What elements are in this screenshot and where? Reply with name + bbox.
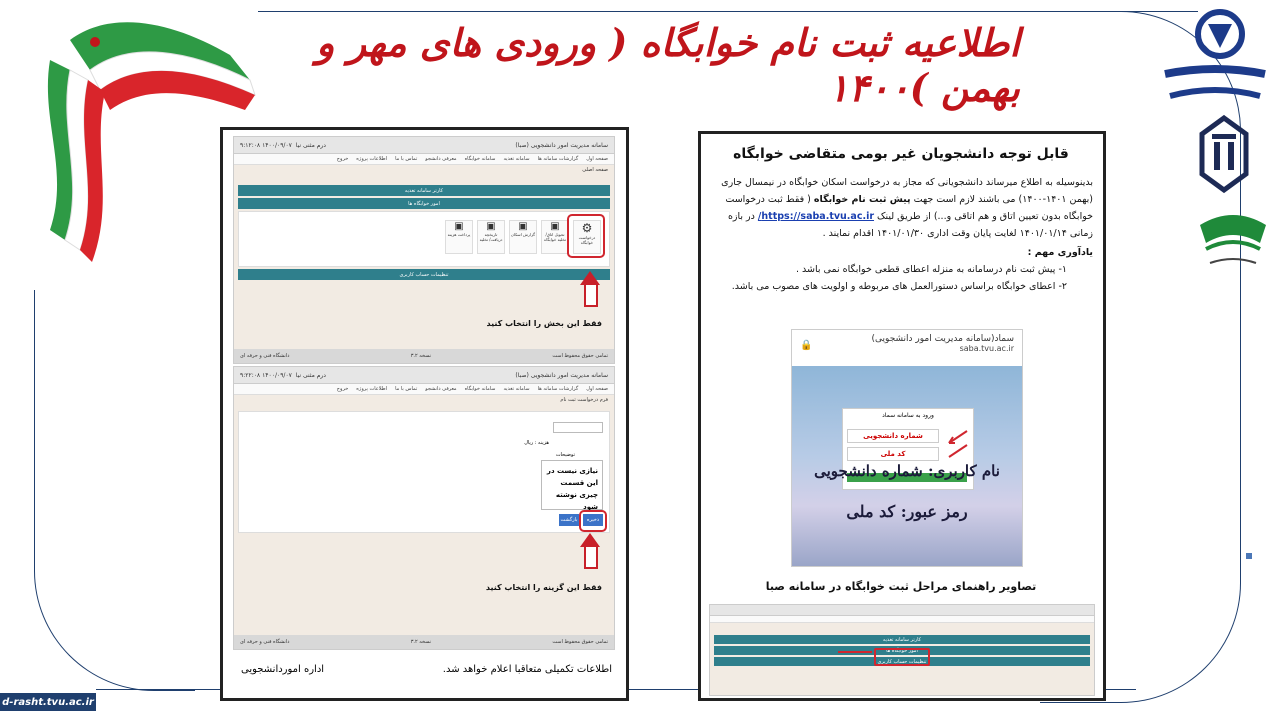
lock-icon: 🔒 — [800, 340, 813, 351]
instruction-note: فقط این بخش را انتخاب کنید — [486, 319, 602, 328]
datetime: ۱۴۰۰/۰۹/۰۷ ۹:۱۲:۰۸ — [240, 141, 292, 149]
basij-logo-icon — [1196, 205, 1270, 273]
history-tile[interactable]: ▣ تاریخچه دریافت/ تخلیه — [477, 220, 505, 254]
announcement-heading: قابل توجه دانشجویان غیر بومی متقاضی خوابگاه — [733, 146, 1069, 162]
username-field[interactable]: شماره دانشجویی — [847, 429, 939, 443]
frame-left-arc — [34, 290, 195, 691]
guide-subheading: تصاویر راهنمای مراحل ثبت خوابگاه در سامانه صبا — [765, 580, 1037, 593]
app-footer: تمامی حقوق محفوظ است نسخه ۳.۲ دانشگاه فنی و حرفه ای — [234, 349, 614, 363]
app-menubar — [234, 154, 614, 165]
app-topbar — [234, 137, 614, 154]
center-emblem-icon — [1196, 114, 1252, 194]
footer-site-link[interactable]: d-rasht.tvu.ac.ir — [0, 693, 96, 711]
arrow-up-icon — [580, 533, 600, 547]
dorm-request-tile[interactable]: ⚙ درخواست خوابگاه — [573, 220, 601, 254]
password-field[interactable]: کد ملی — [847, 447, 939, 461]
student-affairs-office: اداره اموردانشجویی — [241, 664, 325, 675]
menu-item[interactable]: سامانه خوابگاه — [464, 386, 496, 392]
menu-item[interactable]: سامانه تغذیه — [503, 156, 530, 162]
reminder-item: ۱- پیش ثبت نام درسامانه به منزله اعطای قطعی خوابگاه نمی باشد . — [796, 264, 1067, 275]
description-textarea[interactable]: نیازی نیست در این قسمت چیزی نوشته شود — [541, 460, 603, 510]
dorm-tiles-area — [238, 211, 610, 267]
menu-item[interactable]: صفحه اول — [586, 156, 608, 162]
payment-tile[interactable]: ▣ پرداخت هزینه — [445, 220, 473, 254]
highlight-box — [579, 510, 607, 532]
menu-item[interactable]: تماس با ما — [395, 386, 418, 392]
menu-item[interactable]: گزارشات سامانه ها — [537, 386, 579, 392]
food-system-bar[interactable]: کارتر سامانه تغذیه — [238, 185, 610, 196]
login-background — [792, 366, 1022, 566]
right-announcement-panel — [698, 131, 1106, 701]
mini-dorm-bar[interactable]: امور خوابگاه ها — [714, 646, 1090, 655]
menu-item[interactable]: معرفی دانشجو — [425, 156, 457, 162]
left-guide-panel — [220, 127, 629, 701]
arrow-right-icon — [838, 651, 872, 653]
highlight-box — [567, 214, 605, 258]
arrow-stem — [584, 547, 598, 569]
app-title: سامانه مدیریت امور دانشجویی (صبا) — [515, 141, 608, 149]
user-name: درم مثنی نیا — [295, 371, 326, 379]
menu-item[interactable]: خروج — [336, 156, 349, 162]
mini-screenshot — [709, 604, 1095, 696]
guide-screenshot-main — [233, 136, 615, 364]
site-name: سماد(سامانه مدیریت امور دانشجویی) — [871, 334, 1014, 344]
site-url: saba.tvu.ac.ir — [959, 344, 1014, 353]
menu-item[interactable]: خروج — [336, 386, 349, 392]
room-delivery-tile[interactable]: ▣ تحویل اتاق/ تخلیه خوابگاه — [541, 220, 569, 254]
request-form — [238, 411, 610, 533]
dorm-affairs-bar[interactable]: امور خوابگاه ها — [238, 198, 610, 209]
datetime: ۱۴۰۰/۰۹/۰۷ ۹:۲۲:۰۸ — [240, 371, 292, 379]
password-caption: رمز عبور: کد ملی — [846, 502, 968, 521]
arrow-stem — [584, 285, 598, 307]
back-button[interactable]: بازگشت — [559, 514, 579, 526]
app-menubar — [234, 384, 614, 395]
save-button[interactable]: ذخیره — [583, 514, 603, 526]
menu-item[interactable]: اطلاعات پروژه — [356, 386, 388, 392]
university-logo-icon — [1160, 4, 1270, 114]
mini-topbar — [710, 605, 1094, 616]
description-label: توضیحات — [555, 452, 575, 458]
account-settings-bar[interactable]: تنظیمات حساب کاربری — [238, 269, 610, 280]
arrow-up-icon — [580, 271, 600, 285]
user-name: درم مثنی نیا — [295, 141, 326, 149]
breadcrumb: فرم درخواست ثبت نام — [560, 397, 608, 403]
reminder-item: ۲- اعطای خوابگاه براساس دستورالعمل های مربوطه و اولویت های مصوب می باشد. — [731, 281, 1067, 292]
app-footer: تمامی حقوق محفوظ است نسخه ۳.۲ دانشگاه فنی و حرفه ای — [234, 635, 614, 649]
highlight-box — [874, 648, 930, 666]
menu-item[interactable]: گزارشات سامانه ها — [537, 156, 579, 162]
menu-item[interactable]: تماس با ما — [395, 156, 418, 162]
page-title: اطلاعیه ثبت نام خوابگاه ( ورودی های مهر و بهمن )۱۴۰۰ — [316, 20, 1020, 110]
login-form-title: ورود به سامانه سماد — [882, 412, 934, 419]
app-topbar — [234, 367, 614, 384]
login-screenshot — [791, 329, 1023, 567]
mini-food-bar[interactable]: کارتر سامانه تغذیه — [714, 635, 1090, 644]
fee-input[interactable] — [553, 422, 603, 433]
announcement-body: بدینوسیله به اطلاع میرساند دانشجویانی که مجاز به درخواست اسکان خوابگاه در نیمسال جاری (بهمن ۱۴۰۱-۱۴۰۰) می باشند لازم است جهت پیش ثبت نام خوابگاه ( فقط ثبت درخواست خوابگاه بدون تعیین اتاق و هم اتاقی و...) از طریق لینک https://saba.tvu.ac.ir/ در بازه زمانی ۱۴۰۱/۰۱/۱۴ لغایت پایان وقت اداری ۱۴۰۱/۰۱/۳۰ اقدام نمایند . یادآوری مهم : ۱- پیش ثبت نام درسامانه به منزله اعطای قطعی خوابگاه نمی باشد . ۲- اعطای خوابگاه براساس دستورالعمل های مربوطه و اولویت های مصوب می باشد. — [709, 174, 1093, 295]
arrows-icon — [941, 429, 969, 459]
mini-account-bar[interactable]: تنظیمات حساب کاربری — [714, 657, 1090, 666]
reminder-title: یادآوری مهم : — [1027, 247, 1093, 258]
menu-item[interactable]: سامانه تغذیه — [503, 386, 530, 392]
menu-item[interactable]: صفحه اول — [586, 386, 608, 392]
breadcrumb: صفحه اصلی — [582, 167, 608, 173]
further-info-note: اطلاعات تکمیلی متعاقبا اعلام خواهد شد. — [442, 664, 612, 675]
instruction-note: فقط این گزینه را انتخاب کنید — [485, 583, 602, 592]
username-caption: نام کاربری: شماره دانشجویی — [814, 462, 1000, 480]
guide-screenshot-form — [233, 366, 615, 650]
app-title: سامانه مدیریت امور دانشجویی (صبا) — [515, 371, 608, 379]
menu-item[interactable]: معرفی دانشجو — [425, 386, 457, 392]
decor-square — [1246, 553, 1252, 559]
menu-item[interactable]: سامانه خوابگاه — [464, 156, 496, 162]
saba-link[interactable]: https://saba.tvu.ac.ir/ — [757, 211, 875, 222]
fee-label: هزینه : ریال — [524, 440, 549, 446]
menu-item[interactable]: اطلاعات پروژه — [356, 156, 388, 162]
housing-report-tile[interactable]: ▣ گزارش اسکان — [509, 220, 537, 254]
mini-menubar — [710, 616, 1094, 623]
